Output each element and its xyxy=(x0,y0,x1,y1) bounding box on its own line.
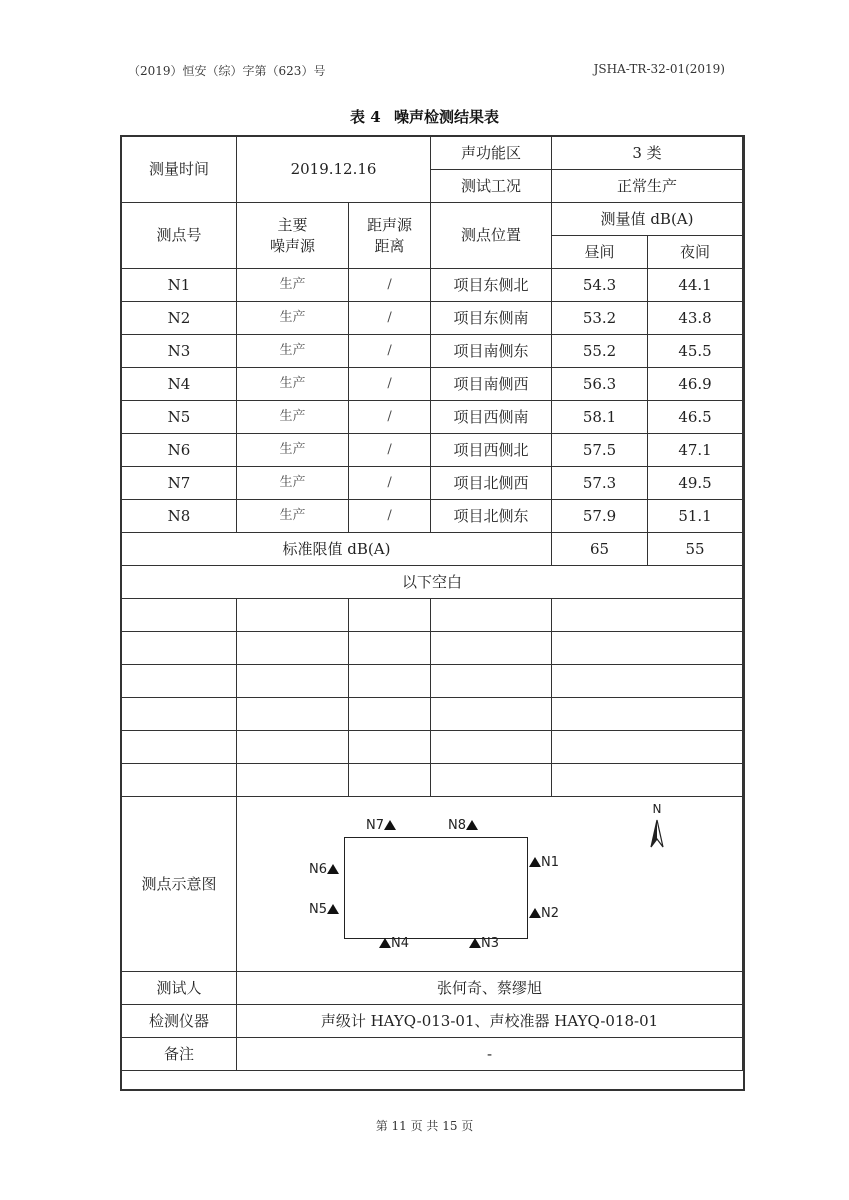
row-day: 57.5 xyxy=(552,434,648,467)
row-source: 生产 xyxy=(237,368,349,401)
row-day: 56.3 xyxy=(552,368,648,401)
triangle-marker-icon xyxy=(529,908,541,918)
row-distance: / xyxy=(349,500,431,533)
row-distance: / xyxy=(349,467,431,500)
point-n5 xyxy=(309,901,339,919)
condition-value: 正常生产 xyxy=(552,170,743,203)
table-row xyxy=(122,434,743,467)
point-label: N1 xyxy=(541,855,559,870)
point-label: N5 xyxy=(309,902,327,917)
row-day: 58.1 xyxy=(552,401,648,434)
table-title xyxy=(0,106,849,127)
row-point: N2 xyxy=(122,302,237,335)
row-source: 生产 xyxy=(237,401,349,434)
row-night: 44.1 xyxy=(648,269,743,302)
remark-value: - xyxy=(237,1038,743,1071)
row-day: 57.3 xyxy=(552,467,648,500)
row-night: 45.5 xyxy=(648,335,743,368)
row-position: 项目东侧北 xyxy=(431,269,552,302)
instrument-value: 声级计 HAYQ-013-01、声校准器 HAYQ-018-01 xyxy=(237,1005,743,1038)
point-label: N4 xyxy=(391,936,409,951)
row-point: N4 xyxy=(122,368,237,401)
empty-row xyxy=(122,665,743,698)
row-point: N3 xyxy=(122,335,237,368)
point-n4 xyxy=(379,935,409,953)
row-point: N6 xyxy=(122,434,237,467)
point-n1 xyxy=(529,854,559,872)
point-n3 xyxy=(469,935,499,953)
limit-label: 标准限值 dB(A) xyxy=(122,533,552,566)
tester-value: 张何奇、蔡缪旭 xyxy=(237,972,743,1005)
row-source: 生产 xyxy=(237,302,349,335)
measurement-point-diagram xyxy=(237,797,743,972)
col-day: 昼间 xyxy=(552,236,648,269)
row-distance: / xyxy=(349,335,431,368)
row-source: 生产 xyxy=(237,269,349,302)
row-position: 项目东侧南 xyxy=(431,302,552,335)
row-night: 46.9 xyxy=(648,368,743,401)
triangle-marker-icon xyxy=(529,857,541,867)
point-label: N7 xyxy=(366,818,384,833)
triangle-marker-icon xyxy=(379,938,391,948)
point-n8 xyxy=(448,817,478,835)
table-name: 噪声检测结果表 xyxy=(393,108,499,126)
point-n6 xyxy=(309,861,339,879)
col-point: 测点号 xyxy=(122,203,237,269)
table-row xyxy=(122,302,743,335)
point-label: N3 xyxy=(481,936,499,951)
point-n7 xyxy=(366,817,396,835)
triangle-marker-icon xyxy=(384,820,396,830)
row-distance: / xyxy=(349,269,431,302)
table-row xyxy=(122,500,743,533)
measure-time-label: 测量时间 xyxy=(122,137,237,203)
north-label: N xyxy=(652,802,662,816)
table-row xyxy=(122,467,743,500)
north-arrow-icon xyxy=(650,819,664,849)
triangle-marker-icon xyxy=(327,864,339,874)
row-position: 项目北侧西 xyxy=(431,467,552,500)
empty-row xyxy=(122,698,743,731)
point-n2 xyxy=(529,905,559,923)
triangle-marker-icon xyxy=(327,904,339,914)
page-number: 第 11 页 共 15 页 xyxy=(375,1119,474,1133)
row-day: 57.9 xyxy=(552,500,648,533)
row-night: 43.8 xyxy=(648,302,743,335)
tester-label: 测试人 xyxy=(122,972,237,1005)
row-night: 49.5 xyxy=(648,467,743,500)
noise-result-table xyxy=(121,136,743,1071)
zone-value: 3 类 xyxy=(552,137,743,170)
zone-label: 声功能区 xyxy=(431,137,552,170)
table-row xyxy=(122,401,743,434)
diagram-label: 测点示意图 xyxy=(122,797,237,972)
col-night: 夜间 xyxy=(648,236,743,269)
triangle-marker-icon xyxy=(466,820,478,830)
triangle-marker-icon xyxy=(469,938,481,948)
row-position: 项目西侧北 xyxy=(431,434,552,467)
row-night: 46.5 xyxy=(648,401,743,434)
row-distance: / xyxy=(349,434,431,467)
row-distance: / xyxy=(349,401,431,434)
table-row xyxy=(122,269,743,302)
col-source: 主要 噪声源 xyxy=(237,203,349,269)
row-day: 55.2 xyxy=(552,335,648,368)
row-day: 53.2 xyxy=(552,302,648,335)
row-distance: / xyxy=(349,302,431,335)
instrument-label: 检测仪器 xyxy=(122,1005,237,1038)
empty-row xyxy=(122,764,743,797)
limit-night: 55 xyxy=(648,533,743,566)
row-position: 项目西侧南 xyxy=(431,401,552,434)
table-number: 表 4 xyxy=(350,108,381,126)
remark-label: 备注 xyxy=(122,1038,237,1071)
row-night: 51.1 xyxy=(648,500,743,533)
empty-row xyxy=(122,731,743,764)
row-day: 54.3 xyxy=(552,269,648,302)
row-night: 47.1 xyxy=(648,434,743,467)
table-row xyxy=(122,368,743,401)
limit-day: 65 xyxy=(552,533,648,566)
row-point: N5 xyxy=(122,401,237,434)
col-position: 测点位置 xyxy=(431,203,552,269)
empty-row xyxy=(122,599,743,632)
point-label: N2 xyxy=(541,906,559,921)
row-position: 项目北侧东 xyxy=(431,500,552,533)
row-point: N1 xyxy=(122,269,237,302)
row-distance: / xyxy=(349,368,431,401)
col-measure: 测量值 dB(A) xyxy=(552,203,743,236)
measure-time-value: 2019.12.16 xyxy=(237,137,431,203)
site-outline xyxy=(344,837,528,939)
row-source: 生产 xyxy=(237,335,349,368)
point-label: N6 xyxy=(309,862,327,877)
blank-note: 以下空白 xyxy=(122,566,743,599)
col-distance: 距声源 距离 xyxy=(349,203,431,269)
empty-row xyxy=(122,632,743,665)
point-label: N8 xyxy=(448,818,466,833)
row-source: 生产 xyxy=(237,434,349,467)
row-source: 生产 xyxy=(237,467,349,500)
form-code: JSHA-TR-32-01(2019) xyxy=(593,62,725,76)
condition-label: 测试工况 xyxy=(431,170,552,203)
row-point: N7 xyxy=(122,467,237,500)
row-position: 项目南侧东 xyxy=(431,335,552,368)
north-arrow xyxy=(647,801,667,849)
row-point: N8 xyxy=(122,500,237,533)
document-reference-number: （2019）恒安（综）字第（623）号 xyxy=(128,64,326,78)
row-source: 生产 xyxy=(237,500,349,533)
row-position: 项目南侧西 xyxy=(431,368,552,401)
table-row xyxy=(122,335,743,368)
